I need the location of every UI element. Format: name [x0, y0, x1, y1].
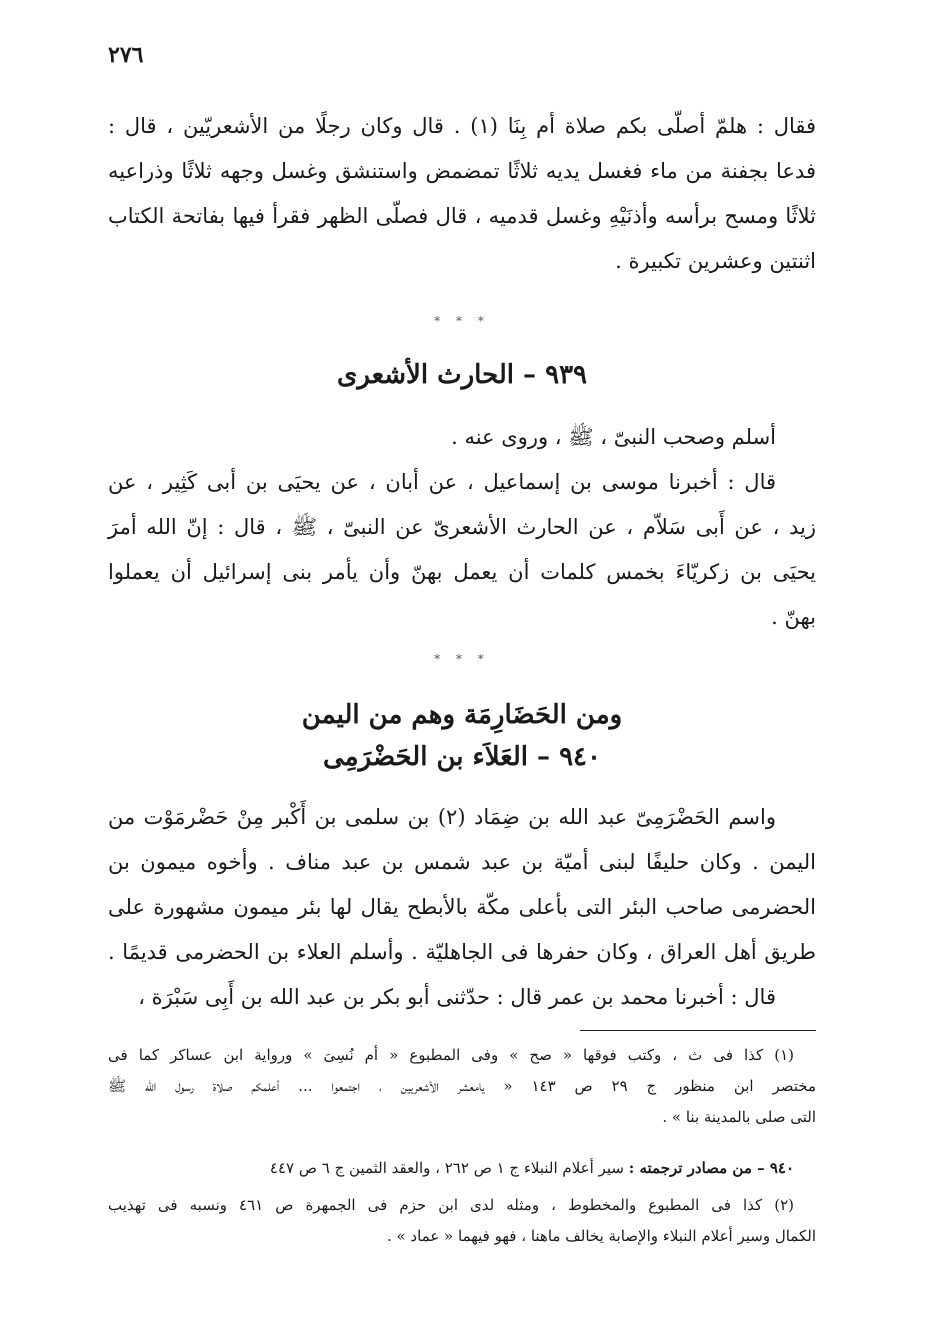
book-page [108, 0, 816, 1343]
text-line: يحيَى بن زكريّاءَ بخمس كلمات أن يعمل بهنّ وأن يأمر بنى إسرائيل أن يعملوا [108, 560, 816, 584]
footnote-line: مختصر ابن منظور ج ٢٩ ص ١٤٣ « يامعشر الأشعريين ، اجتمعوا ... أعلمكم صلاة رسول الله ﷺ [108, 1077, 817, 1095]
footnote-line [108, 1153, 816, 1184]
text-line: ثلاثًا ومسح برأسه وأذنَيْهِ وغسل قدميه ، قال فصلّى الظهر فقرأ فيها بفاتحة الكتاب [108, 204, 816, 228]
text-line: واسم الحَضْرَمِىّ عبد الله بن ضِمَاد (٢) بن سلمى بن أَكْبر مِنْ حَضْرمَوْت من [108, 805, 776, 829]
footnote-line: التى صلى بالمدينة بنا » . [662, 1108, 816, 1126]
page-number: ٢٧٦ [108, 42, 144, 68]
text-line: طريق أهل العراق ، وكان حفرها فى الجاهليّة . وأسلم العلاء بن الحضرمى قديمًا . [108, 940, 816, 964]
text-line: قال : أخبرنا موسى بن إسماعيل ، عن أبان ، عن يحيَى بن أبى كَثِير ، عن [108, 470, 776, 494]
text-line: زيد ، عن أَبى سَلاّم ، عن الحارث الأشعرىّ عن النبىّ ، ﷺ ، قال : إنّ الله أمرَ [108, 515, 816, 539]
text-line: أسلم وصحب النبىّ ، ﷺ ، وروى عنه . [451, 425, 776, 449]
entry-939-heading: ٩٣٩ – الحارث الأشعرى [336, 360, 588, 390]
entry-940-heading: ٩٤٠ – العَلاَء بن الحَضْرَمِى [323, 742, 601, 772]
footnote-divider [580, 1030, 816, 1031]
text-line: الحضرمى صاحب البئر التى بأعلى مكّة بالأبطح يقال لها بئر ميمون مشهورة على [108, 895, 816, 919]
footnote-line: الكمال وسير أعلام النبلاء والإصابة يخالف ماهنا ، فهو فيهما « عماد » . [386, 1227, 816, 1245]
intro-paragraph [108, 104, 816, 284]
footnote-2 [108, 1190, 816, 1252]
text-line: فقال : هلمّ أصلّى بكم صلاة أم بِنَا (١) . قال وكان رجلًا من الأشعريّين ، قال : [108, 114, 817, 138]
group-heading: ومن الحَضَارِمَة وهم من اليمن [301, 700, 623, 730]
text-line: اثنتين وعشرين تكبيرة . [615, 249, 816, 273]
sources-label: ٩٤٠ – من مصادر ترجمته : [628, 1159, 794, 1177]
text-line: قال : أخبرنا محمد بن عمر قال : حدّثنى أبو بكر بن عبد الله بن أَبِى سَبْرَة ، [138, 985, 776, 1009]
section-separator: * * * [434, 652, 490, 666]
text-line: بهنّ . [771, 605, 816, 629]
sources-text: سير أعلام النبلاء ج ١ ص ٢٦٢ ، والعقد الثمين ج ٦ ص ٤٤٧ [269, 1159, 624, 1177]
footnote-line: (١) كذا فى ث ، وكتب فوقها « صح » وفى المطبوع « أم نُسِىَ » ورواية ابن عساكر كما فى [108, 1046, 794, 1064]
text-line: فدعا بجفنة من ماء فغسل يديه ثلاثًا تمضمض واستنشق وغسل وجهه ثلاثًا وذراعيه [108, 159, 816, 183]
footnote-sources [108, 1153, 816, 1184]
entry-940-paragraph [108, 795, 816, 1020]
entry-939-paragraph [108, 415, 816, 640]
text-line: اليمن . وكان حليفًا لبنى أميّة بن عبد شمس بن عبد مناف . وأخوه ميمون بن [108, 850, 816, 874]
footnote-line: (٢) كذا فى المطبوع والمخطوط ، ومثله لدى ابن حزم فى الجمهرة ص ٤٦١ ونسبه فى تهذيب [108, 1196, 794, 1214]
footnote-1 [108, 1040, 816, 1133]
section-separator: * * * [434, 314, 490, 328]
